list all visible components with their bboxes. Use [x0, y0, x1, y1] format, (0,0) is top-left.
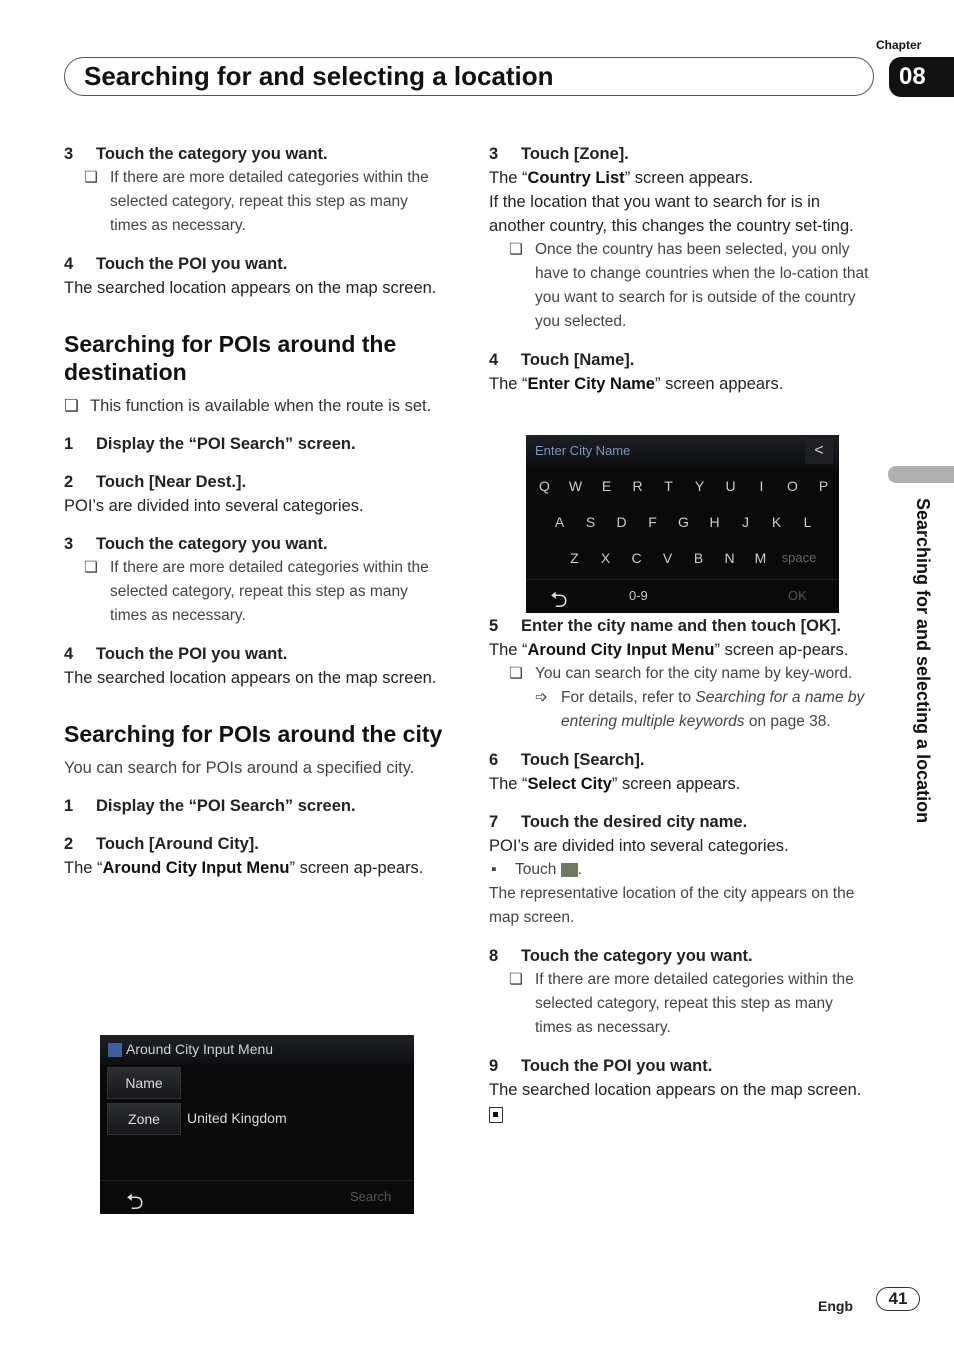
key-p[interactable]: P: [818, 478, 829, 494]
note-box-icon: ❏: [64, 397, 79, 415]
step-heading: 4 Touch the POI you want.: [64, 645, 288, 663]
step-heading: 9 Touch the POI you want.: [489, 1057, 713, 1075]
screen-title: Enter City Name: [535, 443, 631, 458]
body-text: You can search for POIs around a specified city.: [64, 759, 415, 777]
key-e[interactable]: E: [601, 478, 612, 494]
keyboard-row: [529, 469, 839, 503]
return-icon[interactable]: ⮌: [126, 1189, 144, 1214]
step-heading: 3 Touch the category you want.: [64, 145, 328, 163]
step-heading: 4 Touch the POI you want.: [64, 255, 288, 273]
key-l[interactable]: L: [803, 514, 812, 530]
bullet-icon: ▪: [491, 861, 497, 878]
step-heading: 6 Touch [Search].: [489, 751, 645, 769]
key-q[interactable]: Q: [539, 478, 550, 494]
note-box-icon: ❏: [509, 665, 523, 682]
key-d[interactable]: D: [616, 514, 627, 530]
keyboard-row: [544, 505, 823, 539]
note: ❏ If there are more detailed categories within the selected category, repeat this step as many times as necessary.: [489, 968, 874, 1040]
name-button[interactable]: Name: [107, 1067, 181, 1099]
note-box-icon: ❏: [509, 241, 523, 258]
key-a[interactable]: A: [554, 514, 565, 530]
step-heading: 7 Touch the desired city name.: [489, 813, 748, 831]
end-mark-icon: [489, 1107, 503, 1123]
step-heading: 8 Touch the category you want.: [489, 947, 753, 965]
key-b[interactable]: B: [693, 550, 704, 566]
key-m[interactable]: M: [754, 550, 767, 566]
note-box-icon: ❏: [84, 169, 98, 186]
search-button[interactable]: Search: [350, 1189, 392, 1204]
screen-header: [526, 435, 839, 469]
number-key[interactable]: 0-9: [629, 588, 648, 603]
key-s[interactable]: S: [585, 514, 596, 530]
key-r[interactable]: R: [632, 478, 643, 494]
section-heading: Searching for POIs around the destination: [64, 331, 397, 385]
body-text: The representative location of the city appears on the map screen.: [489, 885, 855, 926]
around-city-screen: [100, 1035, 414, 1214]
note: ❏ If there are more detailed categories within the selected category, repeat this step as many times as necessary.: [64, 556, 449, 628]
key-k[interactable]: K: [771, 514, 782, 530]
step-heading: 4 Touch [Name].: [489, 351, 635, 369]
body-text: The “Country List” screen appears.: [489, 169, 754, 187]
screen-footer: [100, 1180, 414, 1214]
screen-header: [100, 1035, 414, 1065]
body-text: If the location that you want to search for is in another country, this changes the country set-ting.: [489, 193, 854, 235]
key-f[interactable]: F: [648, 514, 657, 530]
step-heading: 2 Touch [Near Dest.].: [64, 473, 247, 491]
menu-icon: [108, 1043, 122, 1057]
body-text: The searched location appears on the map screen.: [64, 669, 437, 687]
map-icon: [561, 863, 578, 877]
return-icon[interactable]: ⮌: [550, 587, 568, 612]
backspace-button[interactable]: <: [805, 438, 833, 464]
key-w[interactable]: W: [568, 478, 583, 494]
step-heading: 1 Display the “POI Search” screen.: [64, 435, 356, 453]
chapter-label: Chapter: [876, 38, 922, 52]
step-heading: 2 Touch [Around City].: [64, 835, 259, 853]
keyboard-footer: [526, 579, 839, 613]
cross-reference: ➩ For details, refer to Searching for a name by entering multiple keywords on page 38.: [489, 686, 874, 734]
key-space[interactable]: space: [781, 550, 817, 565]
key-n[interactable]: N: [724, 550, 735, 566]
ok-button[interactable]: OK: [788, 588, 807, 603]
section-heading: Searching for POIs around the city: [64, 721, 443, 747]
body-text: The “Select City” screen appears.: [489, 775, 741, 793]
key-x[interactable]: X: [600, 550, 611, 566]
step-heading: 5 Enter the city name and then touch [OK].: [489, 617, 841, 635]
screen-title: Around City Input Menu: [126, 1041, 274, 1057]
right-column: [489, 142, 874, 1126]
side-tab-label: Searching for and selecting a location: [913, 498, 933, 824]
chapter-number-badge: 08: [889, 57, 954, 97]
note-box-icon: ❏: [509, 971, 523, 988]
body-text: POI’s are divided into several categories.: [64, 497, 364, 515]
body-text: The searched location appears on the map screen.: [489, 1078, 874, 1126]
keyboard-row: [559, 541, 822, 575]
side-tab-marker: [888, 466, 954, 483]
note-box-icon: ❏: [84, 559, 98, 576]
enter-city-name-screen: [526, 435, 839, 613]
note: ❏ You can search for the city name by key-word.: [489, 662, 874, 686]
key-g[interactable]: G: [678, 514, 689, 530]
key-v[interactable]: V: [662, 550, 673, 566]
key-h[interactable]: H: [709, 514, 720, 530]
note: ❏ Once the country has been selected, you only have to change countries when the lo-cation that you want to search for is outside of the country you selected.: [489, 238, 874, 334]
key-t[interactable]: T: [664, 478, 673, 494]
page-title: Searching for and selecting a location: [84, 61, 554, 91]
arrow-icon: ➩: [535, 689, 548, 706]
key-y[interactable]: Y: [694, 478, 705, 494]
key-c[interactable]: C: [631, 550, 642, 566]
left-column: [64, 142, 449, 880]
bullet-item: ▪ Touch .: [489, 858, 874, 882]
zone-value: United Kingdom: [187, 1110, 287, 1126]
zone-button[interactable]: Zone: [107, 1103, 181, 1135]
key-o[interactable]: O: [787, 478, 798, 494]
step-heading: 3 Touch the category you want.: [64, 535, 328, 553]
body-text: The searched location appears on the map screen.: [64, 279, 437, 297]
step-heading: 1 Display the “POI Search” screen.: [64, 797, 356, 815]
body-text: The “Enter City Name” screen appears.: [489, 375, 784, 393]
body-text: The “Around City Input Menu” screen ap-pears.: [489, 641, 849, 659]
step-heading: 3 Touch [Zone].: [489, 145, 629, 163]
body-text: The “Around City Input Menu” screen ap-pears.: [64, 859, 424, 877]
key-i[interactable]: I: [759, 478, 764, 494]
key-z[interactable]: Z: [570, 550, 579, 566]
body-text: POI’s are divided into several categories.: [489, 837, 789, 855]
note: ❏ This function is available when the route is set.: [64, 394, 449, 418]
key-j[interactable]: J: [742, 514, 749, 530]
key-u[interactable]: U: [725, 478, 736, 494]
note: ❏ If there are more detailed categories within the selected category, repeat this step as many times as necessary.: [64, 166, 449, 238]
page-number: 41: [876, 1287, 920, 1311]
language-code: Engb: [818, 1298, 853, 1314]
